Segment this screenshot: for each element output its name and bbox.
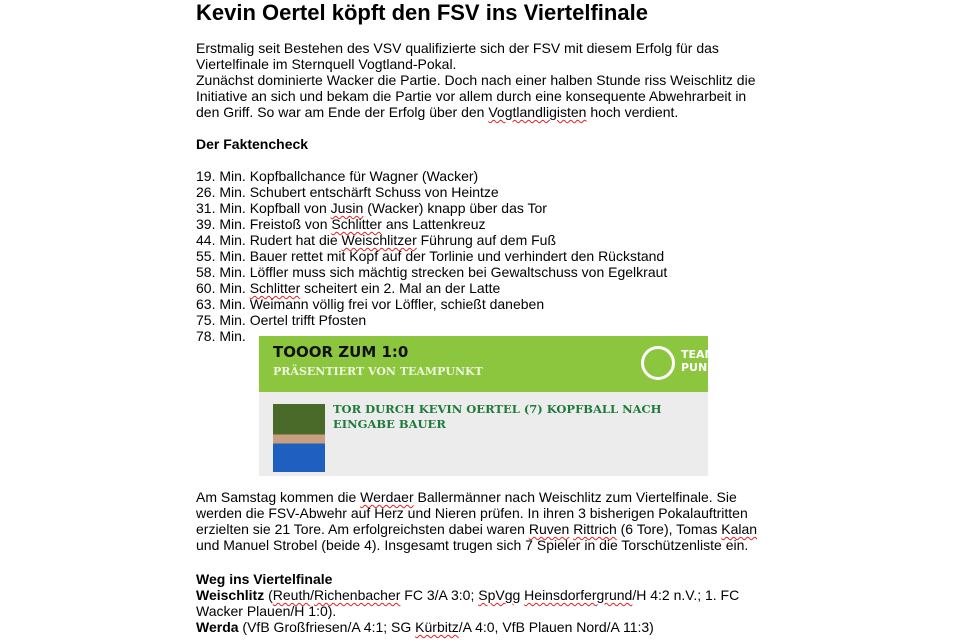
facts-line [196,248,766,264]
route-line [196,603,766,619]
goal-banner [259,336,724,392]
facts-line [196,184,766,200]
player-photo [273,404,325,472]
outlook-line [196,521,766,537]
text-segment: 60. Min. [196,280,250,296]
spellcheck-word: SpVgg [478,587,521,603]
text-segment: 26. Min. Schubert entschärft Schuss von Heintze [196,184,499,200]
goal-description: TOR DURCH KEVIN OERTEL (7) KOPFBALL NACH EINGABE BAUER [333,402,662,431]
intro-line [196,56,766,72]
route-section [196,571,766,635]
spellcheck-word: Schlitter [249,280,301,296]
text-segment: ( [264,587,273,603]
text-segment: Führung auf dem Fuß [416,232,557,248]
facts-line [196,200,766,216]
text-segment: erzielten sie 21 Tore. Am erfolgreichsten dabei waren [196,521,529,537]
text-segment: Werda [196,619,239,635]
text-segment: 44. Min. Rudert hat die [196,232,342,248]
spellcheck-word: Richenbacher [314,587,401,603]
text-segment: /H 4:2 n.V.; 1. FC [632,587,740,603]
text-segment: Wacker Plauen/H 1:0). [196,603,337,619]
facts-line [196,296,766,312]
intro-paragraph [196,40,766,120]
outlook-line [196,489,766,505]
spellcheck-word: Weischlitzer [341,232,417,248]
spellcheck-word: Vogtlandligisten [488,104,587,120]
text-segment: ans Lattenkreuz [381,216,486,232]
text-segment: scheitert ein 2. Mal an der Latte [300,280,501,296]
text-segment: Weg ins Viertelfinale [196,571,333,587]
text-segment: Erstmalig seit Bestehen des VSV qualifizierte sich der FSV mit diesem Erfolg für das [196,40,719,56]
spellcheck-word: Reuth [272,587,311,603]
text-segment: Ballermänner nach Weischlitz zum Viertelfinale. Sie [413,489,737,505]
text-segment: 78. Min. [196,328,246,344]
text-segment: (Wacker) knapp über das Tor [363,200,547,216]
text-segment: Initiative an sich und bekam die Partie vor allem durch eine konsequente Abwehrarbeit in [196,88,747,104]
text-segment: hoch verdient. [586,104,679,120]
text-segment: 55. Min. Bauer rettet mit Kopf auf der Torlinie und verhindert den Rückstand [196,248,665,264]
text-segment: 58. Min. Löffler muss sich mächtig strecken bei Gewaltschuss von Egelkraut [196,264,668,280]
text-segment: Weischlitz [196,587,265,603]
route-line [196,571,766,587]
spellcheck-word: Werdaer [360,489,414,505]
text-segment: den Griff. So war am Ende der Erfolg über den [196,104,489,120]
intro-line [196,72,766,88]
text-segment: (6 Tore), Tomas [616,521,722,537]
text-segment: / [310,587,315,603]
goal-widget [259,336,724,476]
facts-line [196,312,766,328]
facts-line [196,232,766,248]
teampunkt-logo: TEAM PUNKT [681,348,724,374]
facts-line [196,216,766,232]
football-logo-icon [641,346,675,380]
outlook-line [196,537,766,553]
spellcheck-word: Jusin [330,200,364,216]
text-segment: werden die FSV-Abwehr auf Herz und Nieren prüfen. In ihren 3 bisherigen Pokalauftritten [196,505,748,521]
facts-line [196,280,766,296]
route-line [196,619,766,635]
text-segment: 31. Min. Kopfball von [196,200,331,216]
spellcheck-word: Rittrich [573,521,617,537]
outlook-line [196,505,766,521]
text-segment: 39. Min. Freistoß von [196,216,332,232]
facts-heading: Der Faktencheck [196,136,309,152]
spellcheck-word: Schlitter [331,216,382,232]
facts-list [196,168,766,344]
spellcheck-word: Kürbitz [415,619,459,635]
text-segment: Am Samstag kommen die [196,489,361,505]
text-segment: und Manuel Strobel (beide 4). Insgesamt trugen sich 7 Spieler in die Torschützenliste ein. [196,537,749,553]
text-segment: FC 3/A 3:0; [400,587,479,603]
sponsor-line: PRÄSENTIERT VON TEAMPUNKT [273,365,483,378]
facts-line [196,264,766,280]
text-segment: Zunächst dominierte Wacker die Partie. Doch nach einer halben Stunde riss Weischlitz die [196,72,756,88]
route-line [196,587,766,603]
text-segment: /A 4:0, VfB Plauen Nord/A 11:3) [458,619,654,635]
text-segment: Viertelfinale im Sternquell Vogtland-Pokal. [196,56,457,72]
spellcheck-word: Kalan [721,521,758,537]
outlook-paragraph [196,489,766,553]
intro-line [196,104,766,120]
text-segment: 19. Min. Kopfballchance für Wagner (Wacker) [196,168,479,184]
facts-line [196,168,766,184]
text-segment: 75. Min. Oertel trifft Pfosten [196,312,367,328]
article-title: Kevin Oertel köpft den FSV ins Viertelfinale [196,0,648,25]
goal-headline: TOOOR ZUM 1:0 [273,343,409,361]
intro-line [196,88,766,104]
spellcheck-word: Ruven [528,521,570,537]
text-segment: 63. Min. Weimann völlig frei vor Löffler, schießt daneben [196,296,545,312]
text-segment: (VfB Großfriesen/A 4:1; SG [238,619,416,635]
intro-line [196,40,766,56]
spellcheck-word: Heinsdorfergrund [524,587,633,603]
